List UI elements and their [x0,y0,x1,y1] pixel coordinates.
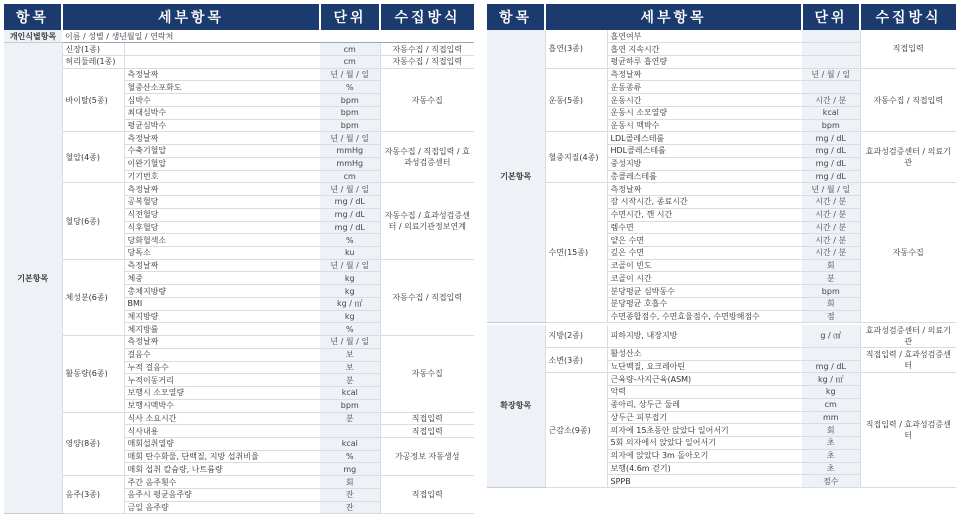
method-cell: 직접입력 / 효과성검증센터 [860,347,956,372]
group-cell: 신장(1종) [62,43,124,56]
left-table-body [4,30,474,514]
table-row [487,132,956,145]
unit-cell: 회 [802,297,860,310]
unit-cell: bpm [320,399,380,412]
left-table-panel [4,4,474,514]
method-cell: 직접입력 [380,425,474,438]
unit-cell: mg / dL [802,145,860,158]
header-unit: 단위 [320,4,380,30]
group-cell: 운동(5종) [545,68,607,132]
detail-cell: 코골이 시간 [607,272,802,285]
unit-cell: 초 [802,437,860,450]
unit-cell [320,425,380,438]
detail-cell: 뇨단백질, 요크레아틴 [607,360,802,373]
detail-cell: 금일 음주량 [124,501,320,514]
detail-cell: 식사내용 [124,425,320,438]
unit-cell: 시간 / 분 [802,208,860,221]
unit-cell: % [320,234,380,247]
detail-cell: 누적이동거리 [124,374,320,387]
header-unit: 단위 [802,4,860,30]
detail-cell: 평균심박수 [124,119,320,132]
left-table [4,4,474,514]
detail-cell: 중성지방 [607,157,802,170]
detail-cell: 이완기혈압 [124,157,320,170]
method-cell: 자동수집 / 직접입력 [380,259,474,335]
unit-cell: 회 [320,476,380,489]
unit-cell: kg [320,310,380,323]
detail-cell: 운동시 소모열량 [607,106,802,119]
detail-cell: 측정날짜 [124,183,320,196]
unit-cell: mg / dL [320,208,380,221]
group-cell: 혈압(4종) [62,132,124,183]
unit-cell: g / ㎠ [802,325,860,348]
detail-cell: 음주시 평균음주량 [124,488,320,501]
detail-cell: 심박수 [124,94,320,107]
detail-cell: 측정날짜 [124,336,320,349]
header-detail: 세부항목 [545,4,802,30]
group-cell: 소변(3종) [545,347,607,372]
method-cell: 직접입력 [380,412,474,425]
table-row [4,55,474,68]
unit-cell: 점 [802,310,860,323]
detail-cell: 의자에 15초동안 앉았다 일어서기 [607,424,802,437]
unit-cell: 시간 / 분 [802,196,860,209]
detail-cell: 혈중산소포화도 [124,81,320,94]
unit-cell: mmHg [320,145,380,158]
unit-cell: mg / dL [320,196,380,209]
detail-cell: 최대심박수 [124,106,320,119]
detail-cell: 평균하루 흡연량 [607,55,802,68]
detail-cell: 보행(4.6m 걷기) [607,462,802,475]
unit-cell: bpm [320,119,380,132]
detail-cell: 보행시맥박수 [124,399,320,412]
detail-cell: 근육량-사지근육(ASM) [607,373,802,386]
detail-cell: 잠 시작시간, 종료시간 [607,196,802,209]
method-cell: 효과성검증센터 / 의료기관 [860,132,956,183]
method-cell: 자동수집 / 효과성검증센터 / 의료기관정보연계 [380,183,474,259]
detail-cell: 수면종합점수, 수면효율점수, 수면방해점수 [607,310,802,323]
unit-cell: mg / dL [802,170,860,183]
unit-cell: 분 [320,374,380,387]
unit-cell: 보 [320,348,380,361]
group-cell: 흡연(3종) [545,30,607,68]
method-cell: 직접입력 / 효과성검증센터 [860,373,956,488]
detail-cell: 체중 [124,272,320,285]
group-cell: 체성분(6종) [62,259,124,335]
header-method: 수집방식 [380,4,474,30]
unit-cell: 보 [320,361,380,374]
detail-cell: 수면시간, 깬 시간 [607,208,802,221]
detail-cell: 공복혈당 [124,196,320,209]
detail-cell: 분당평균 심박동수 [607,285,802,298]
group-cell: 영양(8종) [62,412,124,476]
detail-cell: 매회 섭취 칼슘량, 나트륨량 [124,463,320,476]
method-cell: 자동수집 / 직접입력 [380,43,474,56]
table-row [487,347,956,360]
header-method: 수집방식 [860,4,956,30]
detail-cell: HDL콜레스테롤 [607,145,802,158]
detail-cell: 식후혈당 [124,221,320,234]
table-row [4,183,474,196]
method-cell: 직접입력 [860,30,956,68]
detail-cell: 렘수면 [607,221,802,234]
detail-cell: 흡연 지속시간 [607,43,802,56]
method-cell: 직접입력 [380,476,474,514]
unit-cell: kg / ㎡ [320,297,380,310]
group-cell: 혈중지질(4종) [545,132,607,183]
table-row [487,183,956,196]
unit-cell [802,55,860,68]
detail-cell: 걸음수 [124,348,320,361]
table-row [4,43,474,56]
table-row [4,68,474,81]
personal-category-cell: 개인식별항목 [4,30,62,43]
unit-cell: bpm [802,285,860,298]
table-row [487,325,956,348]
unit-cell: mg / dL [320,221,380,234]
unit-cell: 점수 [802,475,860,488]
unit-cell: 년 / 월 / 일 [320,259,380,272]
unit-cell: 회 [802,259,860,272]
table-row [487,373,956,386]
method-cell: 자동수집 / 직접입력 [860,68,956,132]
category-cell: 기본항목 [4,43,62,514]
detail-cell: 분당평균 호흡수 [607,297,802,310]
personal-row [4,30,474,43]
unit-cell: bpm [802,119,860,132]
unit-cell: cm [320,170,380,183]
unit-cell: kcal [320,438,380,451]
group-cell: 허리둘레(1종) [62,55,124,68]
detail-cell: 수축기혈압 [124,145,320,158]
table-row [4,476,474,489]
detail-cell: 운동시 맥박수 [607,119,802,132]
unit-cell: kcal [320,387,380,400]
header-item: 항목 [487,4,545,30]
unit-cell: cm [320,43,380,56]
detail-cell: 식사 소요시간 [124,412,320,425]
unit-cell: 시간 / 분 [802,94,860,107]
method-cell: 자동수집 [860,183,956,323]
detail-cell: 악력 [607,386,802,399]
unit-cell: 년 / 월 / 일 [802,183,860,196]
detail-cell: 코골이 빈도 [607,259,802,272]
detail-cell: 매회 탄수화물, 단백질, 지방 섭취비율 [124,450,320,463]
detail-cell: BMI [124,297,320,310]
table-row [487,30,956,43]
unit-cell: 회 [802,424,860,437]
category-cell: 확장항목 [487,325,545,488]
unit-cell: cm [320,55,380,68]
detail-cell: 당화혈색소 [124,234,320,247]
detail-cell: 상두근 피부접기 [607,411,802,424]
unit-cell: mg / dL [802,360,860,373]
group-cell: 수면(15종) [545,183,607,323]
detail-cell: 측정날짜 [124,132,320,145]
detail-cell: 당독소 [124,246,320,259]
unit-cell: 분 [320,412,380,425]
detail-cell: 보행시 소모열량 [124,387,320,400]
detail-cell: 기기번호 [124,170,320,183]
unit-cell: mg [320,463,380,476]
unit-cell: bpm [320,106,380,119]
detail-cell: 체지방률 [124,323,320,336]
detail-cell: 총콜레스테롤 [607,170,802,183]
right-table [487,4,956,488]
unit-cell: mm [802,411,860,424]
unit-cell: 잔 [320,501,380,514]
detail-cell: 종아리, 상두근 둘레 [607,398,802,411]
detail-cell: 주간 음주횟수 [124,476,320,489]
unit-cell: kg [320,272,380,285]
unit-cell [802,347,860,360]
detail-cell: 측정날짜 [124,259,320,272]
right-table-body [487,30,956,487]
detail-cell: 측정날짜 [607,183,802,196]
detail-cell: 매회섭취열량 [124,438,320,451]
method-cell: 자동수집 [380,336,474,412]
unit-cell: % [320,323,380,336]
unit-cell: mmHg [320,157,380,170]
personal-items-cell: 이름 / 성별 / 생년월일 / 연락처 [62,30,474,43]
detail-cell: 누적 걸음수 [124,361,320,374]
table-row [4,412,474,425]
method-cell: 자동수집 [380,68,474,132]
category-cell: 기본항목 [487,30,545,323]
table-row [4,336,474,349]
unit-cell: mg / dL [802,132,860,145]
unit-cell: kg [802,386,860,399]
method-cell: 자동수집 / 직접입력 / 효과성검증센터 [380,132,474,183]
unit-cell: 년 / 월 / 일 [802,68,860,81]
unit-cell [802,43,860,56]
method-cell: 자동수집 / 직접입력 [380,55,474,68]
unit-cell: 년 / 월 / 일 [320,183,380,196]
group-cell: 바이탈(5종) [62,68,124,132]
group-cell: 활동량(6종) [62,336,124,412]
unit-cell: mg / dL [802,157,860,170]
unit-cell: 년 / 월 / 일 [320,132,380,145]
group-cell: 지방(2종) [545,325,607,348]
unit-cell [802,30,860,43]
detail-cell [124,55,320,68]
method-cell: 효과성검증센터 / 의료기관 [860,325,956,348]
group-cell: 혈당(6종) [62,183,124,259]
detail-cell: 운동시간 [607,94,802,107]
detail-cell [124,43,320,56]
unit-cell: 시간 / 분 [802,246,860,259]
detail-cell: 체지방량 [124,310,320,323]
unit-cell: bpm [320,94,380,107]
group-cell: 음주(3종) [62,476,124,514]
unit-cell: 초 [802,462,860,475]
unit-cell: ku [320,246,380,259]
table-row [487,68,956,81]
right-header-row [487,4,956,30]
method-cell: 가공정보 자동생성 [380,438,474,476]
right-table-panel [487,4,956,488]
detail-cell: 흡연여부 [607,30,802,43]
unit-cell: % [320,81,380,94]
unit-cell: 년 / 월 / 일 [320,68,380,81]
detail-cell: 5회 의자에서 앉았다 일어서기 [607,437,802,450]
detail-cell: 의자에 앉았다 3m 돌아오기 [607,449,802,462]
detail-cell: 피하지방, 내장지방 [607,325,802,348]
detail-cell: 측정날짜 [607,68,802,81]
unit-cell: kg / ㎡ [802,373,860,386]
unit-cell: 잔 [320,488,380,501]
header-item: 항목 [4,4,62,30]
unit-cell: kg [320,285,380,298]
detail-cell: 얕은 수면 [607,234,802,247]
unit-cell: 시간 / 분 [802,221,860,234]
unit-cell: 초 [802,449,860,462]
unit-cell: kcal [802,106,860,119]
table-row [4,259,474,272]
left-header-row [4,4,474,30]
header-detail: 세부항목 [62,4,320,30]
detail-cell: 식전혈당 [124,208,320,221]
unit-cell: 년 / 월 / 일 [320,336,380,349]
detail-cell: 운동종류 [607,81,802,94]
detail-cell: SPPB [607,475,802,488]
unit-cell: 시간 / 분 [802,234,860,247]
group-cell: 근감소(9종) [545,373,607,488]
unit-cell: % [320,450,380,463]
detail-cell: LDL콜레스테롤 [607,132,802,145]
detail-cell: 총체지방량 [124,285,320,298]
unit-cell: cm [802,398,860,411]
detail-cell: 활성산소 [607,347,802,360]
detail-cell: 측정날짜 [124,68,320,81]
unit-cell [802,81,860,94]
unit-cell: 분 [802,272,860,285]
table-row [4,132,474,145]
detail-cell: 깊은 수면 [607,246,802,259]
